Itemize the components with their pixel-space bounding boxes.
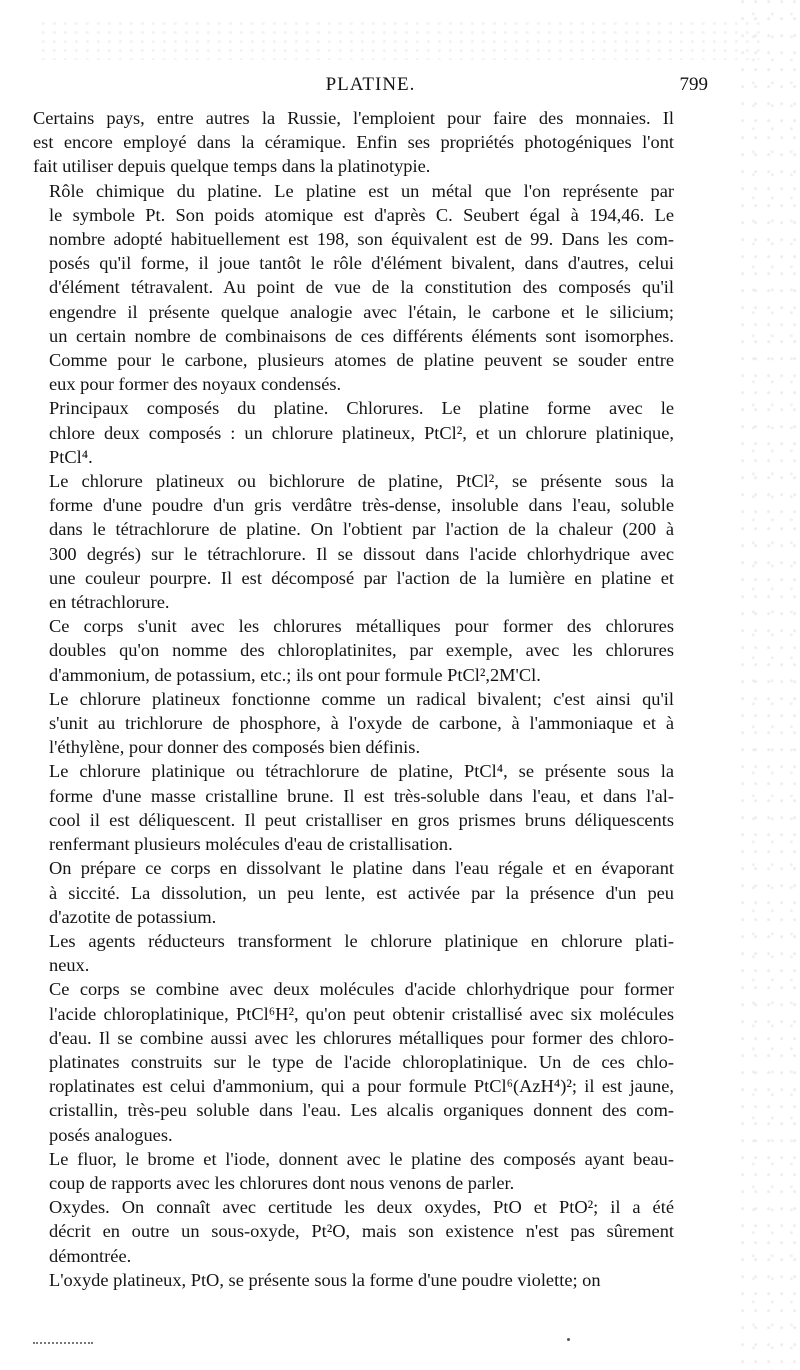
text-line: en tétrachlorure. [49, 592, 170, 613]
text-line: roplatinates est celui d'ammonium, qui a pour formule PtCl⁶(AzH⁴)²; il est jaune, [49, 1076, 674, 1097]
paragraph [33, 106, 674, 179]
text-line: Le fluor, le brome et l'iode, donnent avec le platine des composés ayant beau- [49, 1148, 674, 1169]
text-line: Ce corps s'unit avec les chlorures métalliques pour former des chlorures [49, 616, 674, 637]
text-line: cool il est déliquescent. Il peut cristalliser en gros prismes bruns déliquescents [49, 809, 674, 830]
text-line: L'oxyde platineux, PtO, se présente sous la forme d'une poudre violette; on [49, 1269, 601, 1290]
text-line: PtCl⁴. [49, 446, 93, 467]
text-line: nombre adopté habituellement est 198, son équivalent est de 99. Dans les com- [49, 229, 674, 250]
page-number: 799 [679, 74, 708, 95]
paragraph [33, 396, 674, 469]
scan-noise-top [40, 20, 760, 60]
paragraph [33, 1195, 674, 1268]
text-line: platinates construits sur le type de l'acide chloroplatinique. Un de ces chlo- [49, 1051, 674, 1072]
text-line: coup de rapports avec les chlorures dont nous venons de parler. [49, 1172, 515, 1193]
body-text [33, 106, 674, 1292]
paragraph [33, 614, 674, 687]
paragraph [33, 977, 674, 1146]
text-line: Les agents réducteurs transforment le chlorure platinique en chlorure plati- [49, 930, 674, 951]
text-line: est encore employé dans la céramique. Enfin ses propriétés photogéniques l'ont [33, 132, 674, 153]
text-line: d'azotite de potassium. [49, 906, 217, 927]
paragraph [33, 179, 674, 397]
page-header [33, 72, 708, 100]
text-line: l'acide chloroplatinique, PtCl⁶H², qu'on peut obtenir cristallisé avec six molécules [49, 1003, 674, 1024]
text-line: Ce corps se combine avec deux molécules d'acide chlorhydrique pour former [49, 979, 674, 1000]
scan-noise-margin [740, 0, 800, 1370]
text-line: fait utiliser depuis quelque temps dans la platinotypie. [33, 156, 431, 177]
text-line: décrit en outre un sous-oxyde, Pt²O, mais son existence n'est pas sûrement [49, 1221, 674, 1242]
text-line: d'élément tétravalent. Au point de vue de la constitution des composés qu'il [49, 277, 674, 298]
text-line: doubles qu'on nomme des chloroplatinites, par exemple, avec les chlorures [49, 640, 674, 661]
paragraph [33, 929, 674, 977]
text-line: cristallin, très-peu soluble dans l'eau. Les alcalis organiques donnent des com- [49, 1100, 674, 1121]
text-line: Oxydes. On connaît avec certitude les deux oxydes, PtO et PtO²; il a été [49, 1197, 674, 1218]
paragraph [33, 856, 674, 929]
text-line: neux. [49, 955, 90, 976]
text-line: Rôle chimique du platine. Le platine est un métal que l'on représente par [49, 180, 674, 201]
paragraph [33, 1268, 674, 1292]
text-line: forme d'une poudre d'un gris verdâtre très-dense, insoluble dans l'eau, soluble [49, 495, 674, 516]
footer-dot [567, 1338, 570, 1341]
text-line: Le chlorure platineux ou bichlorure de platine, PtCl², se présente sous la [49, 471, 674, 492]
text-line: eux pour former des noyaux condensés. [49, 374, 342, 395]
text-line: engendre il présente quelque analogie avec l'étain, le carbone et le silicium; [49, 301, 674, 322]
text-line: Certains pays, entre autres la Russie, l'emploient pour faire des monnaies. Il [33, 108, 674, 128]
text-line: On prépare ce corps en dissolvant le platine dans l'eau régale et en évaporant [49, 858, 674, 879]
text-line: une couleur pourpre. Il est décomposé par l'action de la lumière en platine et [49, 567, 674, 588]
text-line: dans le tétrachlorure de platine. On l'obtient par l'action de la chaleur (200 à [49, 519, 674, 540]
paragraph [33, 759, 674, 856]
text-line: renfermant plusieurs molécules d'eau de cristallisation. [49, 834, 453, 855]
text-line: chlore deux composés : un chlorure platineux, PtCl², et un chlorure platinique, [49, 422, 674, 443]
text-line: l'éthylène, pour donner des composés bien définis. [49, 737, 421, 758]
text-line: posés qu'il forme, il joue tantôt le rôle d'élément bivalent, dans d'autres, celui [49, 253, 674, 274]
text-line: d'eau. Il se combine aussi avec les chlorures métalliques pour former des chloro- [49, 1027, 674, 1048]
text-line: à siccité. La dissolution, un peu lente, est activée par la présence d'un peu [49, 882, 674, 903]
text-line: 300 degrés) sur le tétrachlorure. Il se dissout dans l'acide chlorhydrique avec [49, 543, 674, 564]
text-line: Principaux composés du platine. Chlorures. Le platine forme avec le [49, 398, 674, 419]
text-line: d'ammonium, de potassium, etc.; ils ont pour formule PtCl²,2M'Cl. [49, 664, 541, 685]
text-line: posés analogues. [49, 1124, 173, 1145]
text-line: un certain nombre de combinaisons de ces différents éléments sont isomorphes. [49, 325, 674, 346]
text-line: Le chlorure platineux fonctionne comme un radical bivalent; c'est ainsi qu'il [49, 688, 674, 709]
running-head: PLATINE. [325, 74, 416, 95]
paragraph [33, 469, 674, 614]
text-line: forme d'une masse cristalline brune. Il est très-soluble dans l'eau, et dans l'al- [49, 785, 674, 806]
text-line: s'unit au trichlorure de phosphore, à l'oxyde de carbone, à l'ammoniaque et à [49, 713, 674, 734]
paragraph [33, 687, 674, 760]
text-line: le symbole Pt. Son poids atomique est d'après C. Seubert égal à 194,46. Le [49, 204, 674, 225]
text-line: Comme pour le carbone, plusieurs atomes de platine peuvent se souder entre [49, 350, 674, 371]
paragraph [33, 1147, 674, 1195]
footer-dotted-rule [33, 1342, 93, 1346]
text-line: démontrée. [49, 1245, 132, 1266]
text-line: Le chlorure platinique ou tétrachlorure de platine, PtCl⁴, se présente sous la [49, 761, 674, 782]
